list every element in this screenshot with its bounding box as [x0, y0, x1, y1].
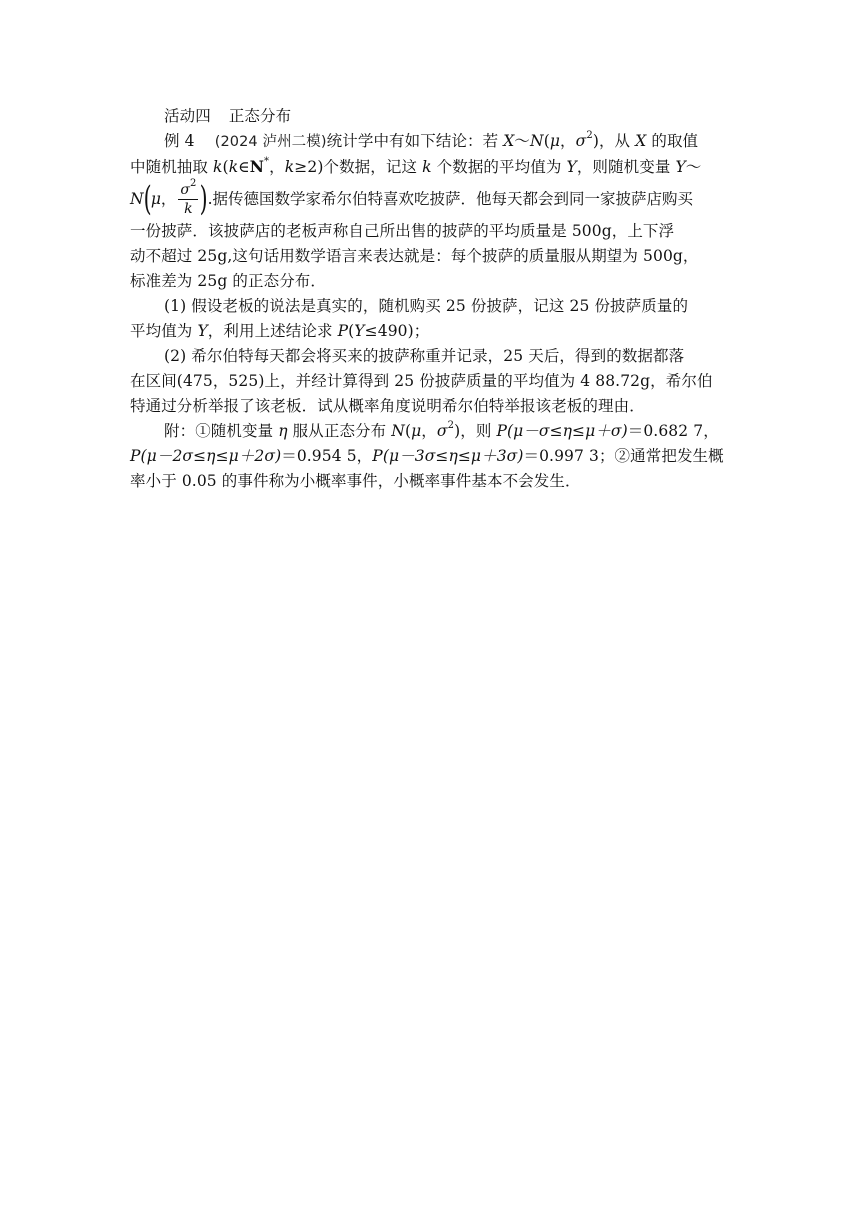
math-op: ， — [269, 158, 285, 176]
note-text: ＝0.682 7， — [627, 422, 719, 440]
math-var: Y — [354, 322, 365, 340]
math-op: ， — [421, 422, 437, 440]
math-var: X — [635, 132, 647, 150]
note-text: ＝0.954 5， — [281, 447, 373, 465]
math-op: ∈ — [238, 158, 250, 176]
math-var: P — [130, 447, 141, 465]
math-var: Y — [675, 158, 686, 176]
math-sup: 2 — [447, 419, 455, 431]
math-op: ( — [404, 422, 412, 440]
section-title-left: 活动四 — [164, 107, 211, 125]
math-op: ～ — [514, 132, 531, 150]
math-var: N — [530, 132, 544, 150]
example-text: 个数据，记这 — [323, 158, 423, 176]
math-op: )，从 — [592, 132, 636, 150]
math-var: k — [284, 158, 295, 176]
example-line-2 — [130, 154, 730, 179]
math-set: N — [249, 157, 265, 176]
example-text: 的取值 — [646, 132, 699, 150]
fraction-numerator — [178, 177, 198, 200]
math-op: ( — [543, 132, 550, 150]
section-title-right: 正态分布 — [228, 107, 292, 125]
math-var: Y — [566, 158, 577, 176]
math-op: ( — [222, 158, 229, 176]
example-text: ，则随机变量 — [576, 158, 676, 176]
example-text: .据传德国数学家希尔伯特喜欢吃披萨．他每天都会到同一家披萨店购买 — [207, 189, 694, 208]
fraction-sigma2-over-k — [178, 177, 198, 217]
example-source: (2024 泸州二模) — [214, 134, 327, 150]
math-sup: 2 — [189, 177, 197, 189]
math-op: ， — [560, 132, 576, 150]
question-2-line-3: 特通过分析举报了该老板．试从概率角度说明希尔伯特举报该老板的理由． — [130, 397, 645, 415]
question-1-line-1: (1) 假设老板的说法是真实的，随机购买 25 份披萨，记这 25 份披萨质量的 — [164, 297, 689, 315]
fraction-denominator — [184, 200, 192, 217]
example-label: 例 4 — [164, 132, 195, 150]
math-var: X — [503, 132, 515, 150]
example-line-6: 标准差为 25g 的正态分布． — [130, 272, 326, 290]
note-text: 附：①随机变量 — [164, 422, 279, 440]
math-range: (μ－σ≤η≤μ＋σ) — [506, 422, 628, 440]
math-var: σ — [436, 422, 448, 440]
q1-text: ，利用上述结论求 — [207, 322, 338, 340]
math-var: k — [422, 158, 432, 176]
math-var: Y — [197, 322, 208, 340]
example-text: 中随机抽取 — [130, 158, 214, 176]
math-var: k — [213, 158, 223, 176]
example-line-4: 一份披萨．该披萨店的老板声称自己所出售的披萨的平均质量是 500g，上下浮 — [130, 222, 675, 240]
note-text: ，则 — [460, 422, 497, 440]
math-var: P — [496, 422, 507, 440]
math-op: ～ — [685, 158, 702, 176]
question-1-line-2 — [130, 319, 730, 344]
math-range: (μ－2σ≤η≤μ＋2σ) — [140, 447, 282, 465]
math-var: σ — [180, 181, 190, 198]
math-op: ， — [160, 189, 177, 208]
math-var: P — [337, 322, 349, 340]
note-text: ＝0.997 3；②通常把发生概 — [523, 447, 724, 465]
right-paren: ) — [200, 179, 208, 219]
math-op: ) — [454, 422, 461, 440]
q1-text: ≤490)； — [364, 322, 430, 340]
example-line-1 — [130, 129, 730, 154]
note-line-1 — [130, 419, 730, 444]
math-var: μ — [150, 189, 161, 208]
example-text: 统计学中有如下结论：若 — [326, 132, 504, 150]
document-page — [130, 104, 730, 494]
example-text: 个数据的平均值为 — [431, 158, 567, 176]
math-op: ≥2) — [294, 158, 324, 176]
math-var: N — [130, 189, 144, 208]
example-line-3 — [130, 179, 730, 219]
math-op: ( — [348, 322, 355, 340]
math-var: η — [278, 422, 288, 440]
math-var: μ — [411, 422, 422, 440]
math-var: P — [372, 447, 383, 465]
q1-text: 平均值为 — [130, 322, 198, 340]
left-paren: ( — [143, 179, 152, 219]
math-sup: * — [264, 155, 270, 167]
section-heading — [130, 104, 730, 129]
math-var: k — [228, 158, 239, 176]
math-var: k — [184, 200, 193, 217]
math-var: N — [391, 422, 405, 440]
note-line-3: 率小于 0.05 的事件称为小概率事件，小概率事件基本不会发生． — [130, 472, 581, 490]
math-var: μ — [549, 132, 561, 150]
math-var: σ — [575, 132, 587, 150]
math-sup: 2 — [586, 129, 593, 141]
math-range: (μ－3σ≤η≤μ＋3σ) — [382, 447, 524, 465]
note-text: 服从正态分布 — [287, 422, 392, 440]
question-2-line-1: (2) 希尔伯特每天都会将买来的披萨称重并记录，25 天后，得到的数据都落 — [164, 347, 685, 365]
example-line-5: 动不超过 25g,这句话用数学语言来表达就是：每个披萨的质量服从期望为 500g， — [130, 247, 699, 265]
question-2-line-2: 在区间(475，525)上，并经计算得到 25 份披萨质量的平均值为 4 88.72g，希尔伯 — [130, 372, 713, 390]
note-line-2 — [130, 444, 730, 469]
